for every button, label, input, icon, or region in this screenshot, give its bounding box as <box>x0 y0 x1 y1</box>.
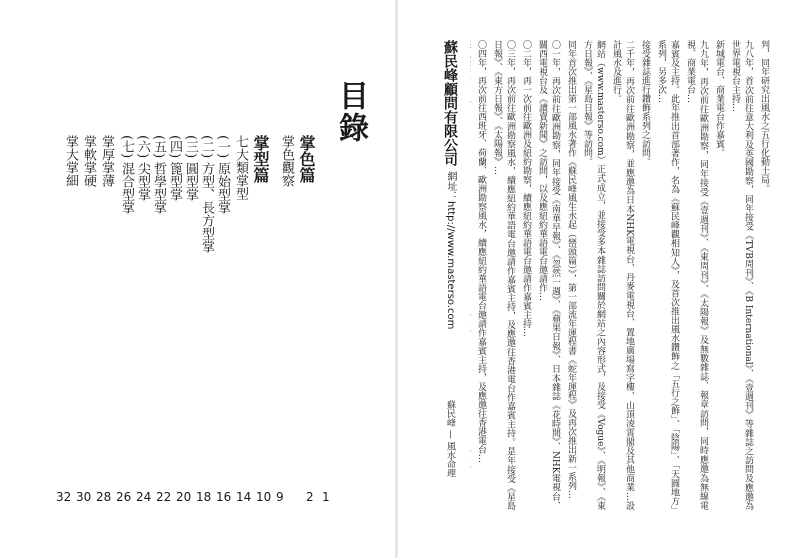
page-num: 28 <box>96 490 112 504</box>
preface-paragraph: 二千年，再次前往歐洲勘察，並應邀為日本NHK電視台、丹麥電視台、置地廣場寫字樓、山頂凌霄閣及其他商業…設計風水及進行。 <box>611 40 634 510</box>
company-url: 網址：http://www.masterso.com <box>445 171 456 330</box>
toc-sub-palm-color-observe: 掌色觀察 <box>279 135 294 187</box>
page-num: 30 <box>76 490 92 504</box>
preface-text <box>470 40 770 510</box>
toc-item-thick-thin: 掌厚掌薄 <box>99 135 114 187</box>
toc-chapter-palm-color: 掌色篇 <box>297 135 316 183</box>
toc-page <box>40 40 368 510</box>
preface-paragraph: 同年首次推出第一部風水著作《蘇民峰風生水起（巒頭篇）》，第一部流年運程書《蛇年運程》及再次推出新一系列… <box>566 40 576 499</box>
page-gutter <box>395 0 398 558</box>
page-num: 20 <box>176 490 192 504</box>
toc-item-7: (七) 混合型掌 <box>119 135 134 215</box>
page-num: 9 <box>276 490 284 504</box>
toc-item-5: (五) 哲學型掌 <box>151 135 166 215</box>
toc-chapter-palm-shape: 掌型篇 <box>251 135 270 183</box>
preface-paragraph: 新城電台、商業電台作嘉賓。 <box>714 40 724 157</box>
preface-paragraph: 〇四年，再次前往西班牙、荷蘭、歐洲勘察風水，續應紐約華語電台邀請作嘉賓主持，及應邀往香港電台… <box>476 40 486 463</box>
page-num: 22 <box>156 490 172 504</box>
toc-item-2: (二) 方型、長方型掌 <box>199 135 214 254</box>
preface-paragraph: 嘉賓及主持。此年推出首部著作，名為《蘇民峰觀相知人》，及首次推出風水鑽飾之「五行之飾」、「陰陽」、「天圓地方」系列，另多次… <box>656 40 679 510</box>
preface-paragraph: 九八年，首次前往意大利及英國勘察，同年接受《TVB周刊》、《B International》、《壹週刊》等雜誌之訪問及應邀為世界電視台主持… <box>730 40 753 510</box>
toc-page-numbers <box>56 490 336 510</box>
preface-paragraph: 接受雜誌進行鑽飾系列之訪問。 <box>640 40 650 166</box>
company-stamp <box>440 40 460 329</box>
page-num: 2 <box>306 490 314 504</box>
toc-item-6: (六) 尖型掌 <box>135 135 150 202</box>
preface-paragraph: 〇三年，再次前往歐洲勘察風水，續應紐約華語電台邀請作嘉賓主持，及應邀往香港電台作嘉賓主持。是年接受《星島日報》、《東方日報》、《太陽報》… <box>492 40 515 510</box>
page-num: 14 <box>236 490 252 504</box>
page-num: 1 <box>322 490 330 504</box>
page-num: 26 <box>116 490 132 504</box>
page-num: 32 <box>56 490 72 504</box>
company-name: 蘇民峰顧問有限公司 <box>442 40 458 166</box>
toc-item-big-small: 掌大掌細 <box>63 135 78 187</box>
preface-paragraph: 〇一年，再次前往歐洲勘察，同年接受《南華早報》、《忽然一週》、《蘋果日報》、日本雜誌《花時間》、NHK電視台、關西電視台及《讀賣新聞》之訪問，以及應紐約華語電台邀請作… <box>537 40 560 510</box>
toc-item-4: (四) 篦型掌 <box>167 135 182 202</box>
preface-paragraph: 判，同年研究出風水之五行化動土局。 <box>759 40 769 193</box>
page-num: 10 <box>256 490 272 504</box>
toc-sub-seven-types: 七大類掌型 <box>233 135 248 200</box>
toc-title: 目錄 <box>333 80 368 144</box>
page-num: 16 <box>216 490 232 504</box>
preface-paragraph: 網站（www.masterso.com）正式成立，並接受多本雜誌訪問關於網站之內容形式，及接受《Vogue》、《明報》、《東方日報》、《星島日報》等訪問。 <box>582 40 605 510</box>
preface-paragraph: 〇二年，再一次前往歐洲及紐約勘察，續應紐約華語電台邀請作嘉賓主持… <box>521 40 531 337</box>
toc-item-3: (三) 圓型掌 <box>183 135 198 202</box>
toc-item-1: (一) 原始型掌 <box>215 135 230 215</box>
page-num: 24 <box>136 490 152 504</box>
preface-paragraph: 九九年，再次前往歐洲勘察，同年接受《壹週刊》、《東周刊》、《太陽報》及無數雜誌、報章訪問，同時應邀為無線電視、商業電台… <box>685 40 708 510</box>
page-num: 18 <box>196 490 212 504</box>
bottom-mark: 蘇民峰 — 風水命理 <box>445 400 455 478</box>
toc-item-soft-hard: 掌軟掌硬 <box>81 135 96 187</box>
preface-paragraph <box>470 40 471 510</box>
